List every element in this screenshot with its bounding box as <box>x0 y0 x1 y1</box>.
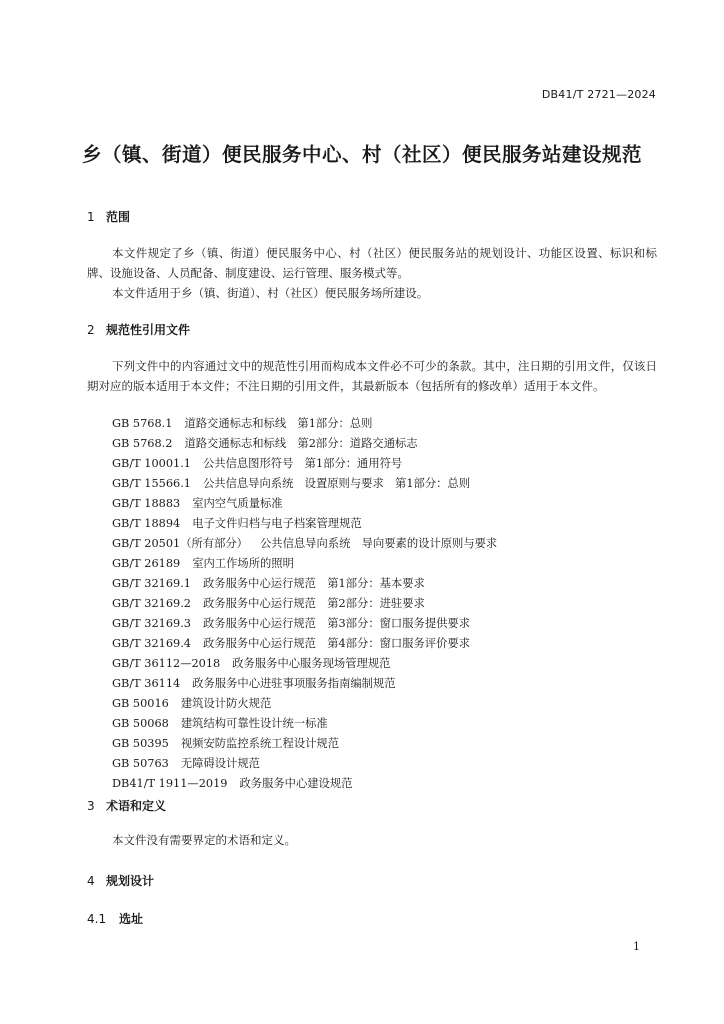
reference-title: 道路交通标志和标线 第2部分：道路交通标志 <box>184 437 418 450</box>
section-2-heading <box>87 321 190 338</box>
reference-code: GB 50068 <box>112 717 169 730</box>
reference-title: 政务服务中心进驻事项服务指南编制规范 <box>192 677 396 690</box>
section-title: 规划设计 <box>106 874 155 888</box>
reference-item <box>112 554 497 574</box>
reference-title: 道路交通标志和标线 第1部分：总则 <box>184 417 373 430</box>
reference-item <box>112 514 497 534</box>
reference-title: 政务服务中心运行规范 第1部分：基本要求 <box>202 577 425 590</box>
section-number: 4.1 <box>87 912 107 926</box>
reference-item <box>112 714 497 734</box>
section-3-paragraph-1: 本文件没有需要界定的术语和定义。 <box>112 833 296 847</box>
reference-item <box>112 474 497 494</box>
section-number: 1 <box>87 210 95 224</box>
reference-title: 室内工作场所的照明 <box>192 557 294 570</box>
reference-item <box>112 454 497 474</box>
section-title: 规范性引用文件 <box>106 323 191 337</box>
reference-item <box>112 754 497 774</box>
reference-title: 政务服务中心运行规范 第4部分：窗口服务评价要求 <box>202 637 471 650</box>
reference-title: 建筑设计防火规范 <box>180 697 272 710</box>
reference-item <box>112 734 497 754</box>
reference-title: 公共信息图形符号 第1部分：通用符号 <box>202 457 403 470</box>
reference-item <box>112 594 497 614</box>
reference-title: 电子文件归档与电子档案管理规范 <box>192 517 362 530</box>
reference-item <box>112 434 497 454</box>
section-title: 选址 <box>119 912 144 926</box>
section-4-heading <box>87 872 154 889</box>
reference-title: 公共信息导向系统 设置原则与要求 第1部分：总则 <box>202 477 471 490</box>
section-3-heading <box>87 797 166 814</box>
section-title: 术语和定义 <box>106 799 167 813</box>
reference-title: 政务服务中心服务现场管理规范 <box>232 657 391 670</box>
reference-code: GB 50763 <box>112 757 169 770</box>
document-title: 乡（镇、街道）便民服务中心、村（社区）便民服务站建设规范 <box>81 143 642 166</box>
reference-code: GB/T 32169.3 <box>112 617 191 630</box>
reference-code: GB/T 26189 <box>112 557 181 570</box>
reference-item <box>112 634 497 654</box>
section-title: 范围 <box>106 210 131 224</box>
reference-code: GB/T 15566.1 <box>112 477 191 490</box>
reference-code: GB 5768.2 <box>112 437 173 450</box>
reference-code: GB/T 36112—2018 <box>112 657 221 670</box>
reference-title: 室内空气质量标准 <box>192 497 283 510</box>
reference-title: 政务服务中心运行规范 第2部分：进驻要求 <box>202 597 425 610</box>
reference-title: 公共信息导向系统 导向要素的设计原则与要求 <box>259 537 498 550</box>
reference-title: 政务服务中心建设规范 <box>239 777 353 790</box>
section-1-heading <box>87 208 130 225</box>
reference-item <box>112 494 497 514</box>
section-1-paragraph-1: 本文件规定了乡（镇、街道）便民服务中心、村（社区）便民服务站的规划设计、功能区设置、标识和标牌、设施设备、人员配备、制度建设、运行管理、服务模式等。 <box>87 246 657 280</box>
section-number: 3 <box>87 799 95 813</box>
reference-code: GB/T 20501（所有部分） <box>112 537 248 550</box>
reference-code: DB41/T 1911—2019 <box>112 777 228 790</box>
reference-code: GB/T 32169.2 <box>112 597 191 610</box>
reference-title: 无障碍设计规范 <box>180 757 260 770</box>
section-number: 2 <box>87 323 95 337</box>
section-4-1-heading <box>87 910 143 927</box>
reference-code: GB 5768.1 <box>112 417 173 430</box>
section-1-paragraph-2: 本文件适用于乡（镇、街道）、村（社区）便民服务场所建设。 <box>112 286 429 300</box>
section-2-intro: 下列文件中的内容通过文中的规范性引用而构成本文件必不可少的条款。其中，注日期的引用文件，仅该日期对应的版本适用于本文件；不注日期的引用文件，其最新版本（包括所有的修改单）适用于本文件。 <box>87 359 657 393</box>
document-code: DB41/T 2721—2024 <box>541 88 656 101</box>
reference-code: GB/T 18894 <box>112 517 181 530</box>
reference-item <box>112 694 497 714</box>
reference-code: GB 50016 <box>112 697 169 710</box>
reference-item <box>112 614 497 634</box>
reference-item <box>112 654 497 674</box>
normative-reference-list <box>112 414 497 794</box>
reference-item <box>112 534 497 554</box>
reference-title: 政务服务中心运行规范 第3部分：窗口服务提供要求 <box>202 617 471 630</box>
reference-title: 建筑结构可靠性设计统一标准 <box>180 717 328 730</box>
reference-code: GB/T 10001.1 <box>112 457 191 470</box>
reference-code: GB/T 32169.1 <box>112 577 191 590</box>
reference-item <box>112 774 497 794</box>
reference-item <box>112 414 497 434</box>
reference-title: 视频安防监控系统工程设计规范 <box>180 737 340 750</box>
reference-item <box>112 574 497 594</box>
section-number: 4 <box>87 874 95 888</box>
reference-code: GB 50395 <box>112 737 169 750</box>
reference-item <box>112 674 497 694</box>
page-number: 1 <box>633 940 640 953</box>
reference-code: GB/T 18883 <box>112 497 181 510</box>
reference-code: GB/T 32169.4 <box>112 637 191 650</box>
reference-code: GB/T 36114 <box>112 677 181 690</box>
